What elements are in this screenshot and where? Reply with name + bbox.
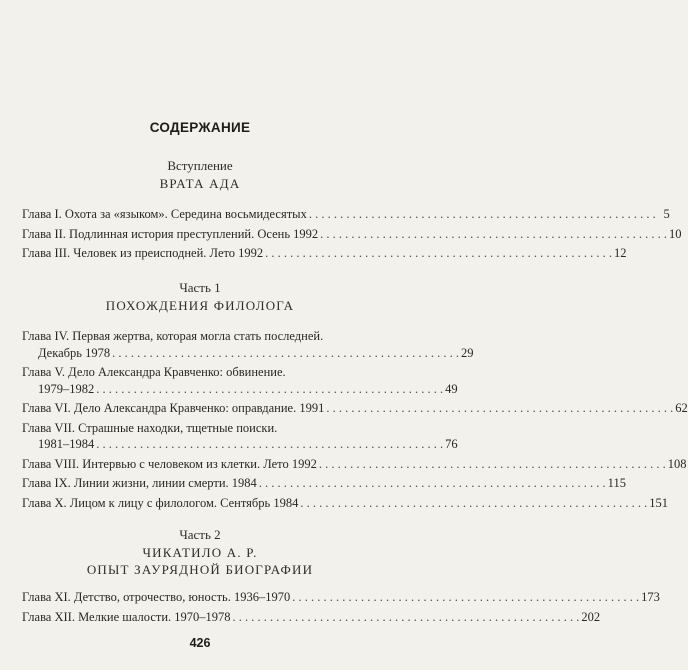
toc-entry — [22, 400, 688, 417]
intro-label: Вступление — [167, 158, 233, 173]
toc-entry-page: 49 — [445, 381, 458, 396]
toc-entry-page: 5 — [663, 207, 670, 221]
toc-entry-page: 151 — [649, 495, 668, 510]
toc-entry-title: Глава VII. Страшные находки, тщетные поиски. — [22, 420, 278, 435]
toc-entry-page: 29 — [460, 345, 474, 360]
toc-entry — [22, 328, 474, 361]
part2-toc — [22, 589, 660, 628]
toc-entry-page: 108 — [667, 456, 687, 471]
page-number: 426 — [189, 636, 211, 650]
part1-label: Часть 1 — [179, 280, 221, 295]
part2-heading-line2: ОПЫТ ЗАУРЯДНОЙ БИОГРАФИИ — [86, 562, 314, 577]
toc-entry — [22, 495, 668, 512]
toc-entry — [22, 456, 687, 473]
part2-label: Часть 2 — [179, 527, 221, 542]
toc-entry-title: Глава IX. Линии жизни, линии смерти. 1984 — [22, 476, 257, 490]
toc-entry-title: Глава I. Охота за «языком». Середина восьмидесятых — [22, 207, 307, 221]
toc-entry-page: 10 — [669, 226, 682, 241]
toc-entry-title: Глава XII. Мелкие шалости. 1970–1978 — [22, 609, 231, 624]
toc-entry-title: Глава IV. Первая жертва, которая могла стать последней. — [22, 329, 324, 343]
toc-entry-page: 12 — [614, 246, 627, 260]
toc-entry — [22, 609, 601, 626]
toc-entry — [22, 206, 670, 223]
toc-entry — [22, 226, 682, 243]
toc-entry-title-cont: 1981–1984 — [38, 437, 95, 451]
toc-entry-title: Глава III. Человек из преисподней. Лето 1992 — [22, 246, 264, 260]
toc-entry-title-cont: 1979–1982 — [38, 381, 95, 396]
contents-title: СОДЕРЖАНИЕ — [149, 120, 251, 135]
toc-entry — [22, 589, 660, 606]
toc-entry-title: Глава VIII. Интервью с человеком из клетки. Лето 1992 — [22, 456, 317, 471]
toc-entry — [22, 364, 458, 397]
toc-entry-title: Глава X. Лицом к лицу с филологом. Сентябрь 1984 — [22, 495, 299, 510]
toc-entry — [22, 475, 626, 492]
toc-entry-title: Глава II. Подлинная история преступлений. Осень 1992 — [22, 226, 319, 241]
toc-entry-title-cont: Декабрь 1978 — [38, 345, 111, 360]
part1-heading: ПОХОЖДЕНИЯ ФИЛОЛОГА — [105, 298, 295, 313]
part2-heading-line1: ЧИКАТИЛО А. Р. — [142, 545, 258, 560]
toc-entry-page: 62 — [675, 401, 688, 415]
toc-entry-page: 76 — [445, 437, 458, 451]
toc-entry-page: 115 — [607, 476, 626, 490]
intro-toc — [22, 206, 682, 265]
toc-entry-page: 173 — [641, 590, 660, 604]
toc-entry — [22, 420, 458, 453]
toc-entry-title: Глава VI. Дело Александра Кравченко: оправдание. 1991 — [22, 401, 325, 415]
part1-toc — [22, 328, 688, 514]
intro-heading: ВРАТА АДА — [159, 176, 241, 191]
toc-entry-title: Глава XI. Детство, отрочество, юность. 1936–1970 — [22, 590, 291, 604]
toc-entry-title: Глава V. Дело Александра Кравченко: обвинение. — [22, 365, 286, 379]
toc-entry — [22, 245, 627, 262]
toc-entry-page: 202 — [581, 609, 601, 624]
